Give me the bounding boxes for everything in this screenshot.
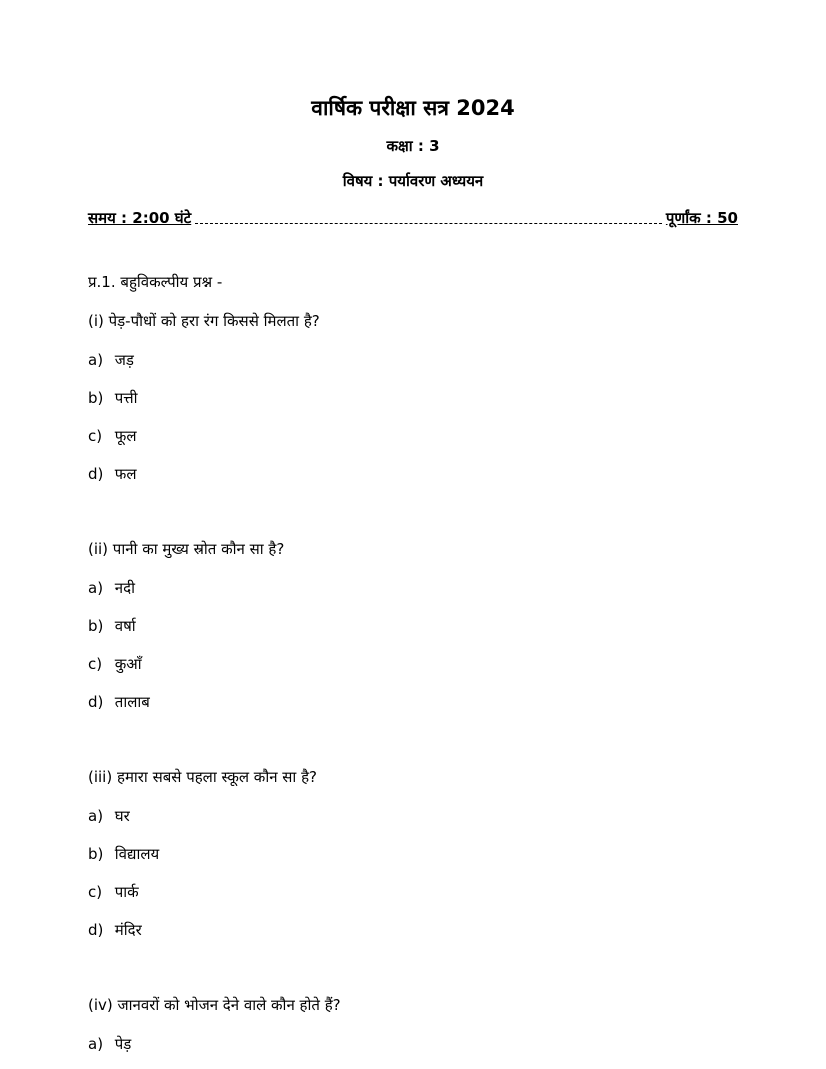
option-letter: b) [88,389,104,407]
option-letter: c) [88,427,103,445]
option-letter: c) [88,655,103,673]
subject-line: विषय : पर्यावरण अध्ययन [342,172,484,190]
option-text: मंदिर [114,921,142,939]
option-item [88,578,135,598]
option-text: तालाब [114,693,150,711]
dashed-divider [195,223,662,224]
option-text: फूल [114,427,137,445]
option-letter: a) [88,579,104,597]
question-text: (ii) पानी का मुख्य स्रोत कौन सा है? [88,540,285,558]
exam-title: वार्षिक परीक्षा सत्र 2024 [311,96,515,120]
option-item [88,806,130,826]
option-item [88,882,139,902]
option-item [88,426,137,446]
time-allowed: समय : 2:00 घंटे [88,209,192,227]
option-letter: a) [88,351,104,369]
option-text: विद्यालय [114,845,160,863]
option-letter: b) [88,845,104,863]
option-text: कुआँ [114,655,142,673]
option-text: पत्ती [114,389,138,407]
option-letter: d) [88,693,104,711]
question-text: (iv) जानवरों को भोजन देने वाले कौन होते हैं? [88,996,341,1014]
time-marks-row [88,204,738,228]
option-item [88,692,150,712]
option-text: वर्षा [114,617,136,635]
option-text: नदी [114,579,135,597]
section-heading: प्र.1. बहुविकल्पीय प्रश्न - [88,273,223,291]
option-letter: d) [88,921,104,939]
option-item [88,844,159,864]
option-item [88,920,142,940]
option-letter: b) [88,617,104,635]
option-letter: c) [88,883,103,901]
option-text: जड़ [114,351,134,369]
option-item [88,464,137,484]
option-item [88,616,136,636]
option-text: पेड़ [114,1035,132,1053]
option-text: पार्क [114,883,139,901]
option-item [88,350,134,370]
question-text: (i) पेड़-पौधों को हरा रंग किससे मिलता है? [88,312,320,330]
option-text: घर [114,807,130,825]
class-line: कक्षा : 3 [386,137,440,155]
option-letter: a) [88,1035,104,1053]
option-letter: d) [88,465,104,483]
option-letter: a) [88,807,104,825]
question-text: (iii) हमारा सबसे पहला स्कूल कौन सा है? [88,768,318,786]
option-text: फल [114,465,137,483]
option-item [88,654,142,674]
option-item [88,388,138,408]
option-item [88,1034,131,1054]
total-marks: पूर्णांक : 50 [665,209,738,227]
